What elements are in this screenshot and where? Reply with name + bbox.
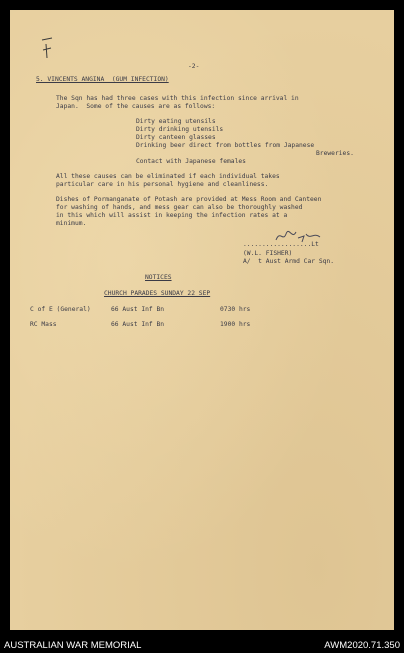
para3-line: in this which will assist in keeping the infection rates at a xyxy=(56,212,288,219)
cause-item: Dirty eating utensils xyxy=(136,118,216,125)
intro-line-1: The Sqn has had three cases with this infection since arrival in xyxy=(56,95,299,102)
parade-unit: 66 Aust Inf Bn xyxy=(111,306,165,313)
parade-unit: 66 Aust Inf Bn xyxy=(111,321,165,328)
notices-heading: NOTICES xyxy=(145,274,172,281)
footer-source: AUSTRALIAN WAR MEMORIAL xyxy=(4,640,142,651)
parade-denomination: RC Mass xyxy=(30,321,57,328)
para3-line: for washing of hands, and mess gear can also be thoroughly washed xyxy=(56,204,303,211)
section-heading: 5. VINCENTS ANGINA (GUM INFECTION) xyxy=(36,76,169,83)
signature-dots: ..................Lt xyxy=(243,241,319,248)
page-number: -2- xyxy=(188,63,200,70)
parade-denomination: C of E (General) xyxy=(30,306,91,313)
cause-item: Drinking beer direct from bottles from Japanese xyxy=(136,142,315,149)
signature-name: (W.L. FISHER) xyxy=(243,250,293,257)
parade-time: 1900 hrs xyxy=(220,321,251,328)
intro-line-2: Japan. Some of the causes are as follows: xyxy=(56,103,216,110)
footer-bar xyxy=(0,638,404,653)
staple-mark-icon xyxy=(40,36,54,60)
document-page xyxy=(10,10,394,630)
cause-item: Contact with Japanese females xyxy=(136,158,246,165)
cause-item: Dirty canteen glasses xyxy=(136,134,216,141)
para3-line: Dishes of Pormanganate of Potash are provided at Mess Room and Canteen xyxy=(56,196,322,203)
parade-time: 0730 hrs xyxy=(220,306,251,313)
signature-unit: A/ t Aust Armd Car Sqn. xyxy=(243,258,334,265)
para2-line-2: particular care in his personal hygiene and cleanliness. xyxy=(56,181,269,188)
para2-line-1: All these causes can be eliminated if each individual takes xyxy=(56,173,280,180)
cause-item: Breweries. xyxy=(316,150,354,157)
footer-accession: AWM2020.71.350 xyxy=(324,640,400,651)
para3-line: minimum. xyxy=(56,220,87,227)
cause-item: Dirty drinking utensils xyxy=(136,126,224,133)
church-parades-heading: CHURCH PARADES SUNDAY 22 SEP xyxy=(104,290,211,297)
